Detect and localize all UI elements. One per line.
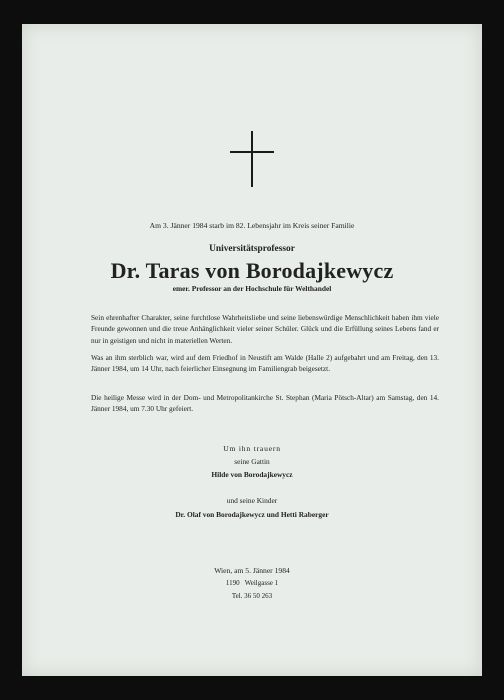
children-label: und seine Kinder (226, 496, 278, 505)
academic-title: Universitätsprofessor (209, 244, 295, 254)
spouse-name: Hilde von Borodajkewycz (211, 470, 293, 479)
death-announcement-line: Am 3. Jänner 1984 starb im 82. Lebensjahr im Kreis seiner Familie (149, 221, 355, 230)
mourners-heading: Um ihn trauern (223, 444, 281, 453)
address: 1190 Weilgasse 1 (225, 579, 279, 587)
children-names: Dr. Olaf von Borodajkewycz und Hetti Raberger (175, 510, 329, 519)
tribute-paragraph: Sein ehrenhafter Charakter, seine furchtlose Wahrheitsliebe und seine liebenswürdige Menschlichkeit haben ihm viele Freunde gewonnen und die treue Anhänglichkeit vieler seiner Schüler. Glück und die Erfüllung seines Lebens fand er nur in geistigen und nicht in materiellen Werten. (91, 313, 439, 345)
deceased-position: emer. Professor an der Hochschule für Welthandel (172, 284, 332, 293)
obituary-notice (22, 24, 482, 676)
burial-paragraph: Was an ihm sterblich war, wird auf dem Friedhof in Neustift am Walde (Halle 2) aufgebahrt und am Freitag, den 13. Jänner 1984, um 14 Uhr, nach feierlicher Einsegnung im Familiengrab beigesetzt. (91, 353, 439, 374)
phone-number: Tel. 36 50 263 (231, 592, 273, 600)
spouse-label: seine Gattin (234, 457, 270, 466)
place-and-date: Wien, am 5. Jänner 1984 (214, 566, 290, 575)
deceased-name: Dr. Taras von Borodajkewycz (110, 258, 394, 283)
latin-cross-icon (230, 131, 274, 187)
mass-paragraph: Die heilige Messe wird in der Dom- und Metropolitankirche St. Stephan (Maria Pötsch-Altar) am Samstag, den 14. Jänner 1984, um 7.30 Uhr gefeiert. (91, 393, 439, 414)
